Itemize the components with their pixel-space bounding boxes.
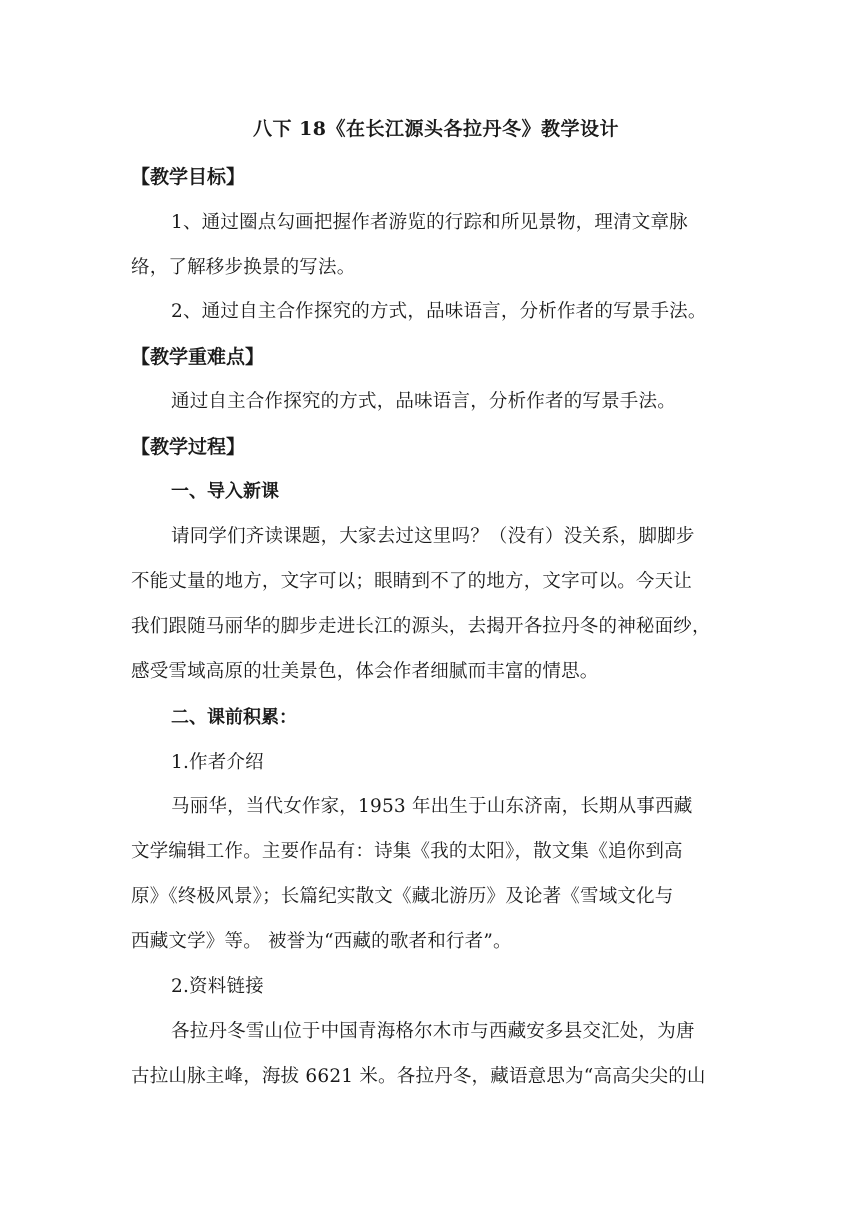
- objective-line-1: 1、通过圈点勾画把握作者游览的行踪和所见景物，理清文章脉: [171, 212, 688, 233]
- item2-heading: 2.资料链接: [171, 976, 264, 997]
- heading-part2: 二、课前积累：: [171, 707, 297, 728]
- key-point-line-1: 通过自主合作探究的方式，品味语言，分析作者的写景手法。: [171, 391, 676, 412]
- part1-line-1: 请同学们齐读课题，大家去过这里吗？（没有）没关系，脚脚步: [171, 526, 695, 547]
- part1-line-2: 不能丈量的地方，文字可以；眼睛到不了的地方，文字可以。今天让: [131, 571, 693, 592]
- item1-line-4: 西藏文学》等。 被誉为“西藏的歌者和行者”。: [131, 931, 512, 952]
- part1-line-4: 感受雪域高原的壮美景色，体会作者细腻而丰富的情思。: [131, 661, 599, 682]
- item2-line-1: 各拉丹冬雪山位于中国青海格尔木市与西藏安多县交汇处，为唐: [171, 1021, 695, 1042]
- item1-heading: 1.作者介绍: [171, 752, 264, 773]
- item1-line-3: 原》《终极风景》；长篇纪实散文《藏北游历》及论著《雪域文化与: [131, 886, 674, 907]
- item2-line-2: 古拉山脉主峰，海拔 6621 米。各拉丹冬，藏语意思为“高高尖尖的山: [131, 1066, 706, 1087]
- heading-part1: 一、导入新课: [171, 481, 279, 502]
- objective-line-2: 络，了解移步换景的写法。: [131, 257, 356, 278]
- objective-line-3: 2、通过自主合作探究的方式，品味语言，分析作者的写景手法。: [171, 301, 707, 322]
- item1-line-1: 马丽华，当代女作家，1953 年出生于山东济南，长期从事西藏: [171, 796, 693, 817]
- part1-line-3: 我们跟随马丽华的脚步走进长江的源头，去揭开各拉丹冬的神秘面纱，: [131, 616, 711, 637]
- item1-line-2: 文学编辑工作。主要作品有：诗集《我的太阳》，散文集《追你到高: [131, 841, 683, 862]
- heading-key-points: 【教学重难点】: [131, 346, 265, 368]
- document-title: 八下 18《在长江源头各拉丹冬》教学设计: [252, 118, 620, 140]
- heading-objectives: 【教学目标】: [131, 166, 246, 188]
- heading-process: 【教学过程】: [131, 436, 246, 458]
